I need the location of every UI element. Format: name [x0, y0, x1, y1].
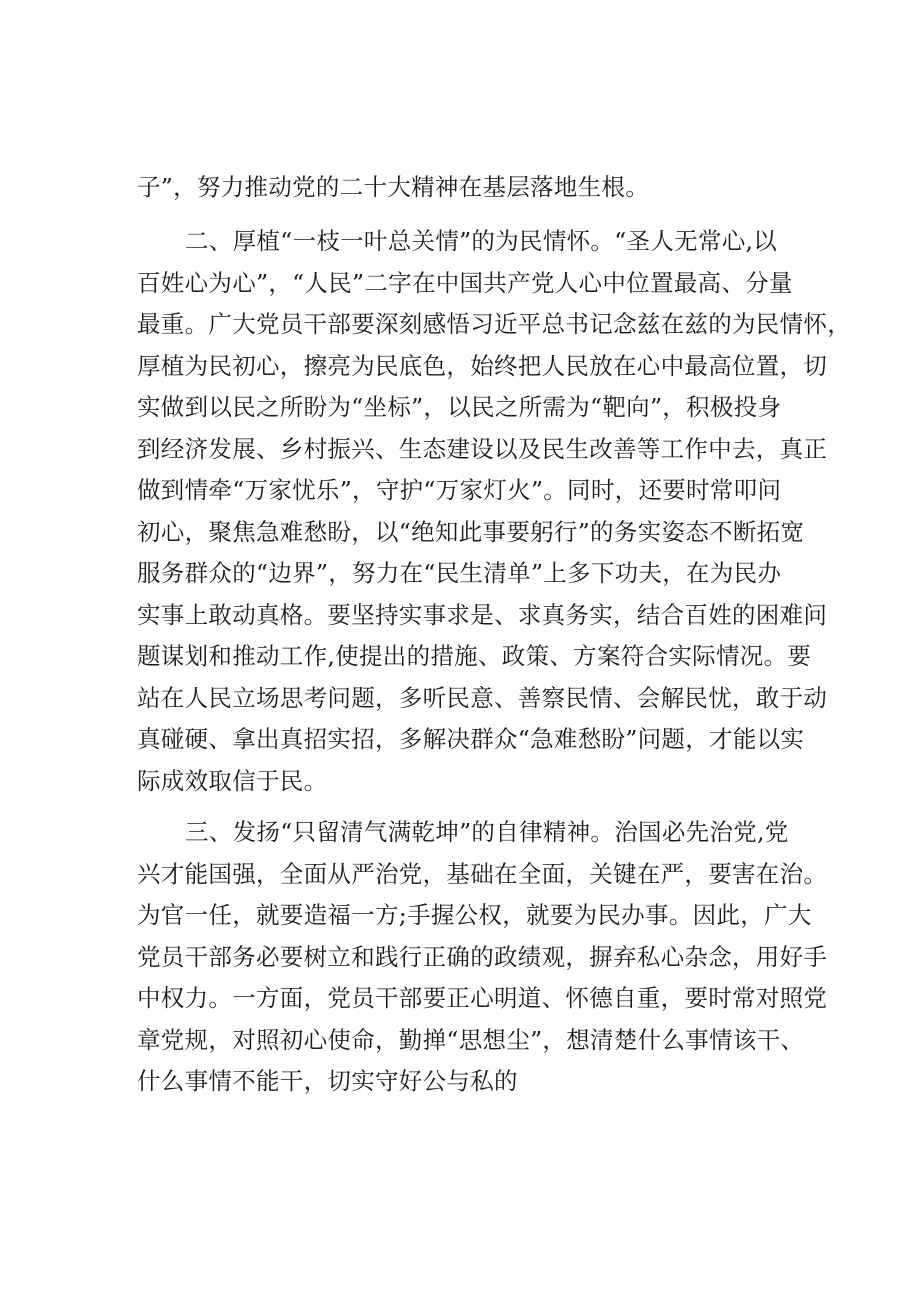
text-line: 厚植为民初心，擦亮为民底色，始终把人民放在心中最高位置，切	[137, 351, 828, 380]
text-line: 实做到以民之所盼为“坐标”，以民之所需为“靶向”，积极投身	[137, 393, 782, 421]
paragraph-continuation	[137, 167, 797, 209]
text-line: 实事上敢动真格。要坚持实事求是、求真务实，结合百姓的困难问	[137, 600, 828, 629]
text-line: 服务群众的“边界”，努力在“民生清单”上多下功夫，在为民办	[137, 559, 782, 587]
text-line: 子”，努力推动党的二十大精神在基层落地生根。	[137, 173, 650, 201]
paragraph-section-three	[137, 812, 828, 1103]
text-line: 站在人民立场思考问题，多听民意、善察民情、会解民忧，敢于动	[137, 683, 828, 712]
text-line: 兴才能国强，全面从严治党，基础在全面，关键在严，要害在治。	[137, 859, 828, 888]
text-line: 到经济发展、乡村振兴、生态建设以及民生改善等工作中去，真正	[137, 434, 828, 463]
text-line: 三、发扬“只留清气满乾坤”的自律精神。治国必先治党,党	[185, 818, 789, 846]
text-line: 做到情牵“万家忧乐”，守护“万家灯火”。同时，还要时常叩问	[137, 476, 782, 504]
text-line: 中权力。一方面，党员干部要正心明道、怀德自重，要时常对照党	[137, 984, 828, 1012]
text-line: 最重。广大党员干部要深刻感悟习近平总书记念兹在兹的为民情怀，	[137, 310, 851, 338]
text-line: 初心，聚焦急难愁盼，以“绝知此事要躬行”的务实姿态不断拓宽	[137, 517, 805, 546]
text-line: 题谋划和推动工作,使提出的措施、政策、方案符合实际情况。要	[137, 642, 812, 670]
text-line: 二、厚植“一枝一叶总关情”的为民情怀。“圣人无常心,以	[185, 227, 778, 255]
text-line: 党员干部务必要树立和践行正确的政绩观，摒弃私心杂念，用好手	[137, 942, 828, 971]
text-line: 真碰硬、拿出真招实招，多解决群众“急难愁盼”问题，才能以实	[137, 725, 805, 753]
text-line: 章党规，对照初心使命，勤掸“思想尘”，想清楚什么事情该干、	[137, 1025, 805, 1054]
paragraph-section-two	[137, 221, 851, 802]
text-line: 为官一任，就要造福一方;手握公权，就要为民办事。因此，广大	[137, 901, 812, 929]
text-line: 百姓心为心”，“人民”二字在中国共产党人心中位置最高、分量	[137, 268, 793, 297]
text-line: 际成效取信于民。	[137, 766, 328, 795]
text-line: 什么事情不能干，切实守好公与私的	[137, 1067, 518, 1095]
